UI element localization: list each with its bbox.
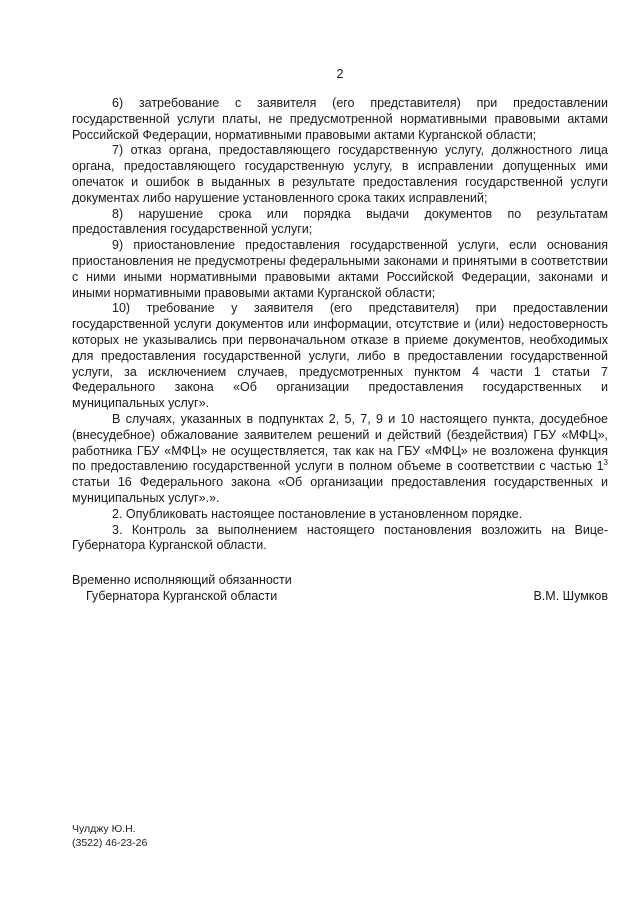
exceptions-superscript: 3 bbox=[603, 458, 608, 468]
signature-block bbox=[72, 572, 608, 604]
paragraph-exceptions bbox=[72, 412, 608, 507]
executor-info bbox=[72, 823, 147, 850]
document-body bbox=[72, 96, 608, 554]
exceptions-text-start: В случаях, указанных в подпунктах 2, 5, 7, 9 и 10 настоящего пункта, досудебное (внесудебное) обжалование заявителем решений и действий (бездействия) ГБУ «МФЦ», работника ГБУ «МФЦ» не осуществляется, так как на ГБУ «МФЦ» не возложена функция по предоставлению государственной услуги в полном объеме в соответствии с частью 1 bbox=[72, 411, 608, 474]
paragraph-item-10: 10) требование у заявителя (его представителя) при предоставлении государственной услуги документов или информации, отсутствие и (или) недостоверность которых не указывались при первоначальном отказе в приеме документов, необходимых для предоставления государственной услуги, либо в предоставлении государственной услуги, за исключением случаев, предусмотренных пунктом 4 части 1 статьи 7 Федерального закона «Об организации предоставления государственных и муниципальных услуг». bbox=[72, 301, 608, 411]
paragraph-item-6: 6) затребование с заявителя (его представителя) при предоставлении государственной услуги платы, не предусмотренной нормативными правовыми актами Российской Федерации, нормативными правовыми актами Курганской области; bbox=[72, 96, 608, 142]
signatory-title-line1: Временно исполняющий обязанности bbox=[72, 573, 292, 587]
executor-name: Чулджу Ю.Н. bbox=[72, 823, 136, 835]
paragraph-item-9: 9) приостановление предоставления государственной услуги, если основания приостановления не предусмотрены федеральными законами и принятыми в соответствии с ними иными нормативными правовыми актами Российской Федерации, законами и иными нормативными правовыми актами Курганской области; bbox=[72, 238, 608, 300]
paragraph-item-7: 7) отказ органа, предоставляющего государственную услугу, должностного лица органа, предоставляющего государственную услугу, в исправлении допущенных ими опечаток и ошибок в выданных в результате предоставления государственной услуги документах либо нарушение установленного срока таких исправлений; bbox=[72, 143, 608, 205]
executor-phone: (3522) 46-23-26 bbox=[72, 836, 148, 849]
signature-row bbox=[72, 588, 608, 604]
exceptions-text-end: статьи 16 Федерального закона «Об организации предоставления государственных и муниципальных услуг».». bbox=[72, 475, 608, 505]
paragraph-control: 3. Контроль за выполнением настоящего постановления возложить на Вице-Губернатора Курганской области. bbox=[72, 522, 608, 553]
signatory-name: В.М. Шумков bbox=[533, 589, 608, 603]
signatory-title-line2: Губернатора Курганской области bbox=[86, 589, 278, 603]
page-number: 2 bbox=[336, 67, 344, 81]
paragraph-publish: 2. Опубликовать настоящее постановление в установленном порядке. bbox=[112, 506, 523, 521]
paragraph-item-8: 8) нарушение срока или порядка выдачи документов по результатам предоставления государственной услуги; bbox=[72, 206, 608, 237]
